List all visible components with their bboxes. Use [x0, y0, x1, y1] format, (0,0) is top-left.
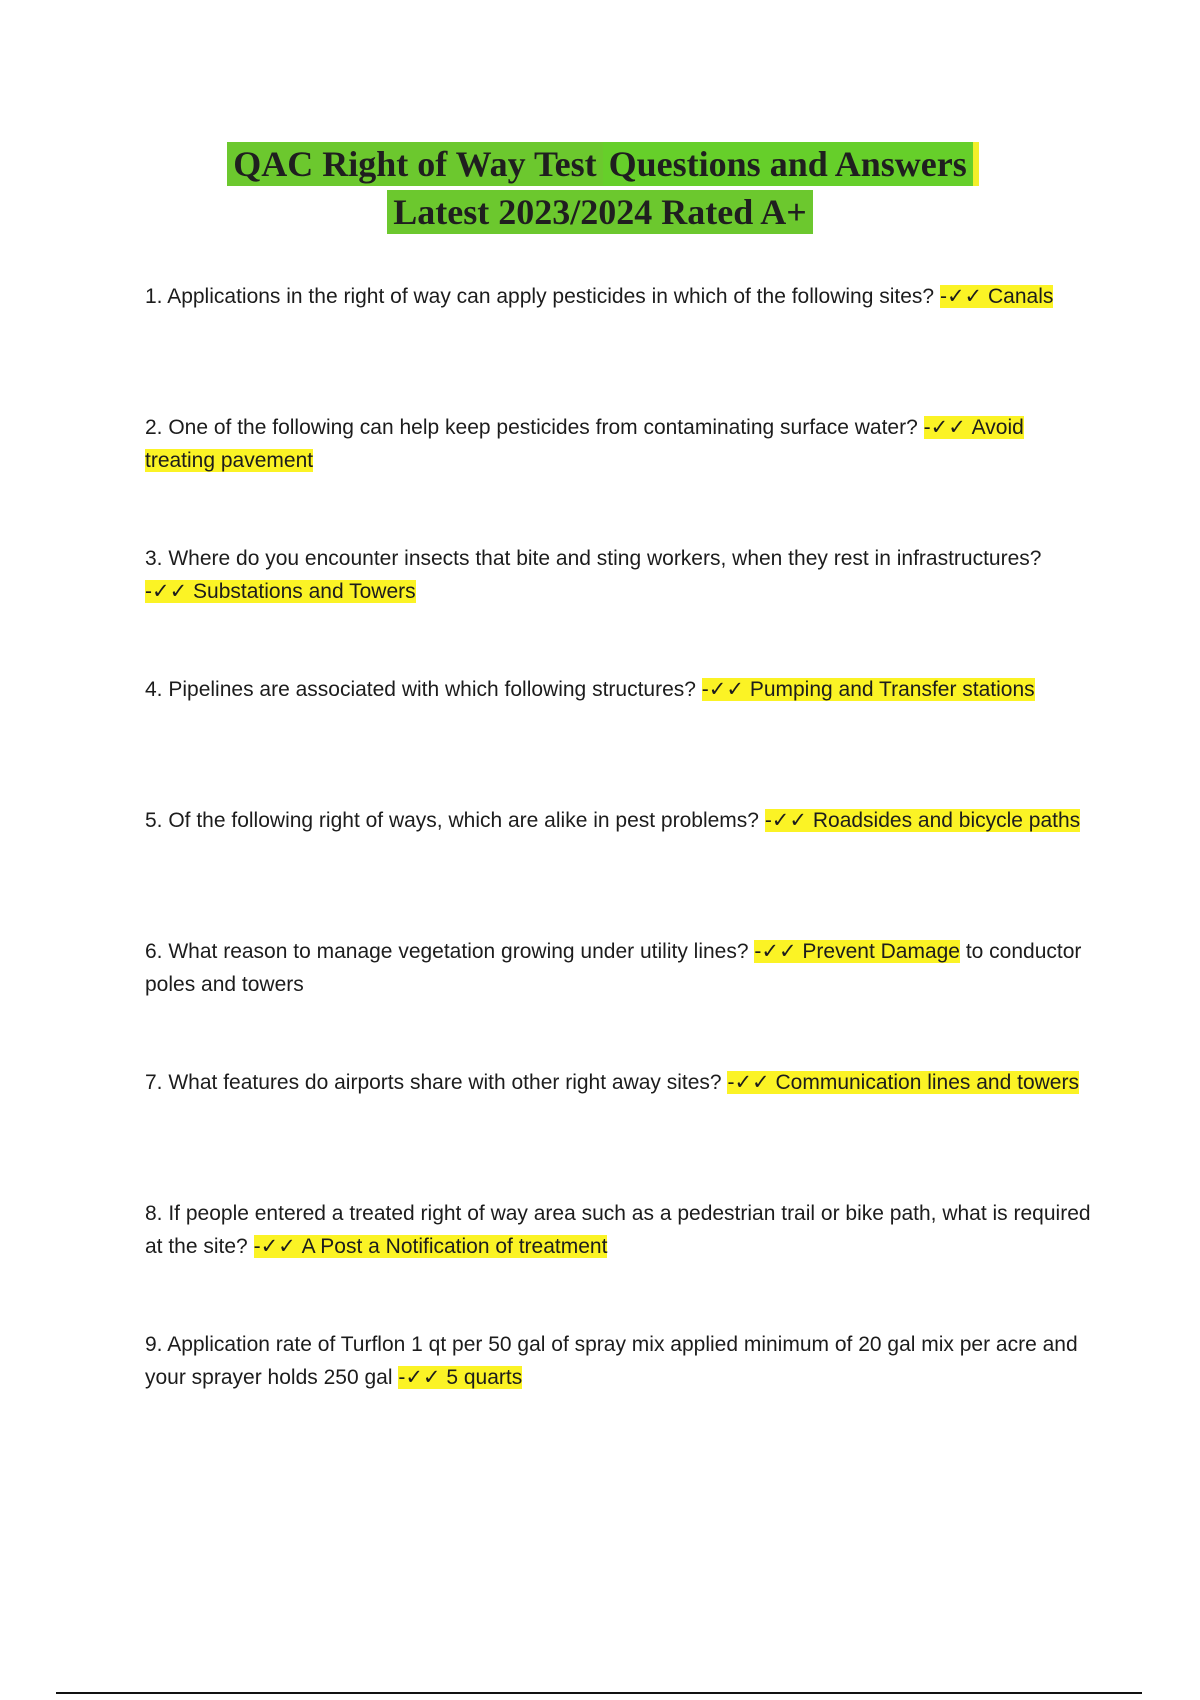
question-text: 7. What features do airports share with other right away sites?: [145, 1071, 722, 1094]
answer-text: Communication lines and towers: [775, 1071, 1079, 1094]
qa-item-1: [145, 280, 1095, 411]
answer-tail: to conductor poles and towers: [145, 940, 1082, 996]
question-text: 5. Of the following right of ways, which are alike in pest problems?: [145, 809, 759, 832]
question-text: 9. Application rate of Turflon 1 qt per 50 gal of spray mix applied minimum of 20 gal mix per acre and your sprayer holds 250 gal: [145, 1333, 1078, 1389]
answer-marker: -✓✓: [253, 1235, 296, 1258]
title-line-2: [0, 188, 1200, 236]
answer-marker: -✓✓: [145, 580, 188, 603]
answer-marker: -✓✓: [923, 416, 966, 439]
answer-text: Pumping and Transfer stations: [749, 678, 1035, 701]
qa-item-7: [145, 1066, 1095, 1197]
title-part-1: QAC Right of Way Test: [227, 142, 602, 186]
answer-text: Prevent Damage: [802, 940, 960, 963]
qa-item-6: [145, 935, 1095, 1066]
answer-text: Substations and Towers: [193, 580, 416, 603]
document-title: [0, 140, 1200, 236]
question-text: 4. Pipelines are associated with which following structures?: [145, 678, 696, 701]
title-line-1: [0, 140, 1200, 188]
qa-item-3: [145, 542, 1095, 673]
answer-text: Roadsides and bicycle paths: [812, 809, 1081, 832]
answer-text: 5 quarts: [446, 1366, 523, 1389]
question-text: 6. What reason to manage vegetation growing under utility lines?: [145, 940, 749, 963]
qa-item-8: [145, 1197, 1095, 1328]
qa-item-2: [145, 411, 1095, 542]
answer-marker: -✓✓: [754, 940, 797, 963]
answer-marker: -✓✓: [764, 809, 807, 832]
answer-text: A Post a Notification of treatment: [301, 1235, 608, 1258]
answer-marker: -✓✓: [939, 285, 983, 308]
answer-text: Canals: [988, 285, 1054, 308]
question-text: 1. Applications in the right of way can apply pesticides in which of the following sites?: [145, 285, 935, 308]
qa-item-9: [145, 1328, 1095, 1459]
question-text: 3. Where do you encounter insects that bite and sting workers, when they rest in infrastructures?: [145, 547, 1042, 570]
answer-marker: -✓✓: [701, 678, 744, 701]
qa-item-4: [145, 673, 1095, 804]
question-text: 2. One of the following can help keep pesticides from contaminating surface water?: [145, 416, 918, 439]
answer-text: Avoid treating pavement: [145, 416, 1024, 472]
qa-item-5: [145, 804, 1095, 935]
footer-rule: [56, 1692, 1142, 1694]
qa-list: [145, 280, 1095, 1459]
title-part-2: Questions and Answers: [603, 142, 973, 186]
answer-marker: -✓✓: [727, 1071, 770, 1094]
question-text: 8. If people entered a treated right of way area such as a pedestrian trail or bike path, what is required at the site?: [145, 1202, 1091, 1258]
title-part-3: Latest 2023/2024 Rated A+: [387, 190, 813, 234]
answer-marker: -✓✓: [398, 1366, 441, 1389]
